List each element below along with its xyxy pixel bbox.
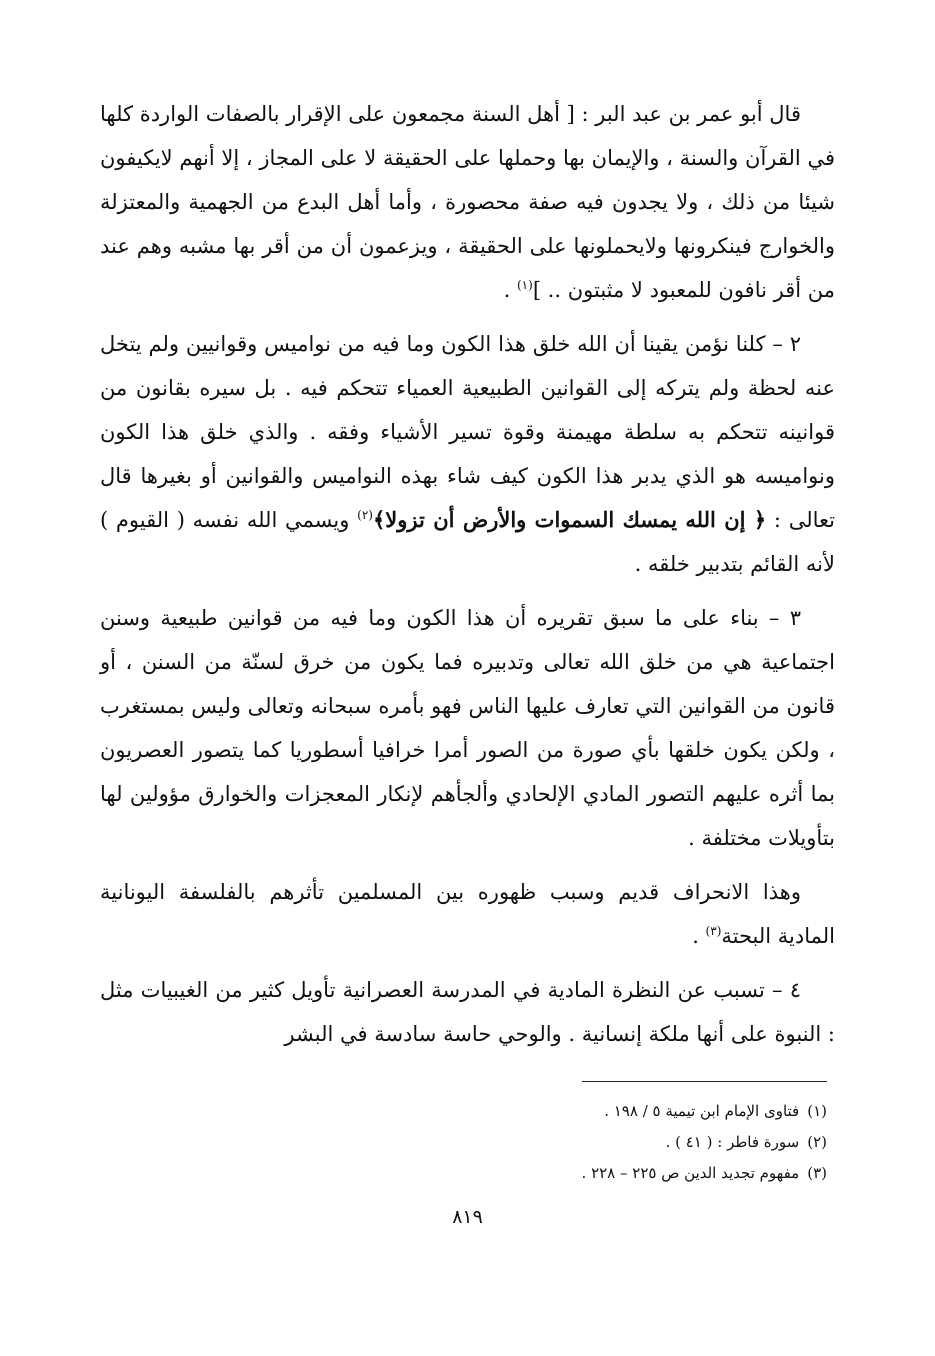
footnote-marker-3: (٣) [705, 924, 722, 938]
footnote-3 [327, 1158, 827, 1189]
footnote-number: (١) [807, 1102, 827, 1120]
footnotes [327, 1096, 827, 1189]
paragraph-point-3 [100, 596, 835, 860]
paragraph-text: ٣ – بناء على ما سبق تقريره أن هذا الكون وما فيه من قوانين طبيعية وسنن اجتماعية هي من خلق الله تعالى وتدبيره فما يكون من خرق لسنّة من السنن ، أو قانون من القوانين التي تعارف عليها الناس فهو بأمره سبحانه وتعالى وليس بمستغرب ، ولكن يكون خلقها بأي صورة من الصور أمرا خرافيا أسطوريا كما يتصور العصريون بما أثره عليهم التصور المادي الإلحادي وألجأهم لإنكار المعجزات والخوارق مؤولين لها بتأويلات مختلفة . [100, 606, 835, 850]
main-text [100, 92, 835, 1066]
paragraph-text: ٤ – تسبب عن النظرة المادية في المدرسة العصرانية تأويل كثير من الغيبيات مثل : النبوة على أنها ملكة إنسانية . والوحي حاسة سادسة في البشر [100, 978, 835, 1046]
paragraph-point-2 [100, 322, 835, 586]
footnote-marker-1: (١) [516, 278, 533, 292]
footnote-text: مفهوم تجديد الدين ص ٢٢٥ – ٢٢٨ . [581, 1164, 800, 1182]
footnote-text: فتاوى الإمام ابن تيمية ٥ / ١٩٨ . [604, 1102, 800, 1120]
paragraph-point-4 [100, 968, 835, 1056]
footnote-separator [582, 1081, 827, 1082]
paragraph-text: وهذا الانحراف قديم وسبب ظهوره بين المسلمين تأثرهم بالفلسفة اليونانية المادية البحتة [100, 880, 835, 948]
paragraph-tail: . [503, 278, 517, 302]
footnote-1 [327, 1096, 827, 1127]
paragraph-text: قال أبو عمر بن عبد البر : [ أهل السنة مجمعون على الإقرار بالصفات الواردة كلها في القرآن والسنة ، والإيمان بها وحملها على الحقيقة لا على المجاز ، إلا أنهم لايكيفون شيئا من ذلك ، ولا يجدون فيه صفة محصورة ، وأما أهل البدع من الجهمية والمعتزلة والخوارج فينكرونها ولايحملونها على الحقيقة ، ويزعمون أن من أقر بها مشبه وهم عند من أقر نافون للمعبود لا مثبتون .. ] [100, 102, 835, 302]
footnote-number: (٢) [807, 1133, 827, 1151]
footnote-text: سورة فاطر : ( ٤١ ) . [665, 1133, 800, 1151]
footnote-2 [327, 1127, 827, 1158]
paragraph-ibn-abd-al-barr-quote [100, 92, 835, 312]
paragraph-tail: . [692, 924, 706, 948]
page-number: ٨١٩ [452, 1206, 483, 1228]
footnote-number: (٣) [807, 1164, 827, 1182]
paragraph-deviation [100, 870, 835, 958]
paragraph-tail: ويسمي الله نفسه ( القيوم ) لأنه القائم بتدبير خلقه . [100, 508, 835, 576]
footnote-marker-2: (٢) [357, 508, 373, 522]
quran-verse: ﴿ إن الله يمسك السموات والأرض أن تزولا﴾ [372, 507, 767, 532]
paragraph-text: ٢ – كلنا نؤمن يقينا أن الله خلق هذا الكون وما فيه من نواميس وقوانيين ولم يتخل عنه لحظة ولم يتركه إلى القوانين الطبيعية العمياء تتحكم فيه . بل سيره بقانون من قوانينه تتحكم به سلطة مهيمنة وقوة تسير الأشياء وفقه . والذي خلق هذا الكون ونواميسه هو الذي يدبر هذا الكون كيف شاء بهذه النواميس والقوانين أو بغيرها قال تعالى : [100, 332, 836, 532]
